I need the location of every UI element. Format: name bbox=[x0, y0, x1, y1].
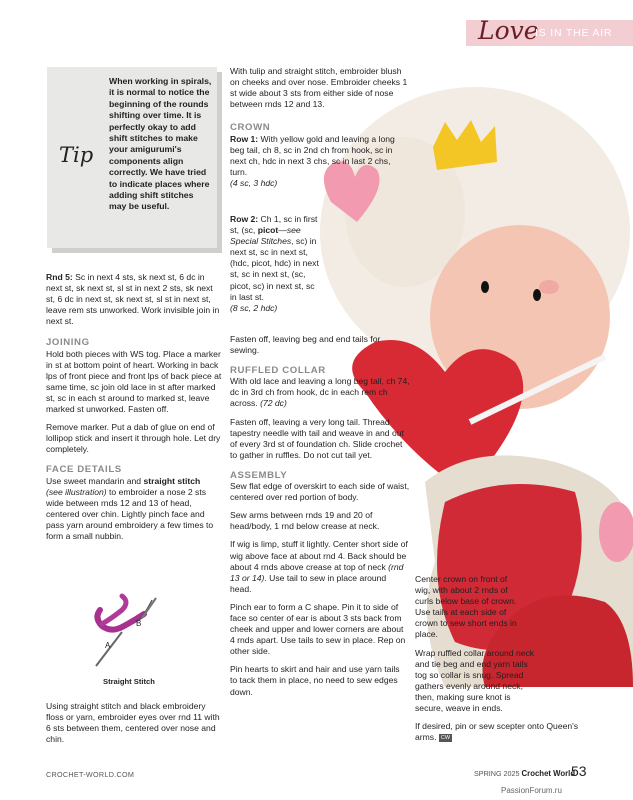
row2-paragraph bbox=[230, 214, 320, 314]
tip-label: Tip bbox=[59, 143, 94, 167]
blush-paragraph: With tulip and straight stitch, embroider blush on cheeks and over nose. Embroider cheeks 1 st wide about 3 sts from either side of nose between rnds 12 and 13. bbox=[230, 66, 408, 110]
crown-placement-paragraph: Center crown on front of wig, with about 2 rnds of curls below base of crown. Use tails at each side of crown to sew short ends in place. bbox=[415, 574, 517, 640]
crown-section bbox=[230, 122, 318, 133]
row2-dash: — bbox=[278, 225, 287, 236]
asm3-text-a: If wig is limp, stuff it lightly. Center short side of wig above face at about rnd 4. Back should be about 4 rnds above crease at top of neck bbox=[230, 539, 408, 572]
column-2 bbox=[230, 66, 408, 110]
face-text-italic: (see illustration) bbox=[46, 486, 107, 497]
row2-count: (8 sc, 2 hdc) bbox=[230, 302, 278, 313]
footer-issue-date: SPRING 2025 bbox=[474, 769, 520, 778]
assembly-paragraph-4: Pinch ear to form a C shape. Pin it to side of face so center of ear is about 3 sts back from cheek and upper and lower corners are about 4 rnds apart. Use tails to sew in place. Rep on other side. bbox=[230, 601, 406, 657]
row2-text-picot: picot bbox=[257, 225, 279, 236]
face-details-paragraph bbox=[46, 476, 222, 543]
joining-heading: JOINING bbox=[46, 337, 90, 349]
row1-label: Row 1: bbox=[230, 134, 259, 144]
row2-text-italic: see Special Stitches bbox=[230, 225, 301, 247]
collar-count: (72 dc) bbox=[260, 398, 287, 409]
collar-text-a: With old lace and leaving a long beg tail, ch 74, dc in 3rd ch from hook, dc in each rem ch across. bbox=[230, 376, 410, 409]
column-3 bbox=[415, 574, 593, 743]
face-text-d: to embroider a nose 2 sts wide between rnds 12 and 13 of head, centered over chin. Lightly pinch face and pass yarn around embroidery a few times to form a small nubbin. bbox=[46, 486, 214, 541]
rnd5-paragraph bbox=[46, 272, 222, 327]
eyes-paragraph: Using straight stitch and black embroidery floss or yarn, embroider eyes over rnd 11 with 6 sts between them, centered over nose and chin. bbox=[46, 701, 220, 745]
assembly-paragraph-3 bbox=[230, 539, 408, 594]
ruffled-collar-heading: RUFFLED COLLAR bbox=[230, 365, 326, 377]
straight-stitch-illustration bbox=[92, 588, 172, 668]
rnd5-text: Sc in next 4 sts, sk next st, 6 dc in next st, sk next st, sl st in next 2 sts, sk next st, 6 dc in next st, sk next st, sl st in next st, leave rem sts unworked. Work invisible join in next st. bbox=[46, 272, 220, 327]
eye-left-shape bbox=[481, 281, 489, 293]
row1-count: (4 sc, 3 hdc) bbox=[230, 178, 278, 189]
page-number: 53 bbox=[571, 763, 587, 779]
column-1 bbox=[46, 272, 222, 542]
scepter-paragraph bbox=[415, 721, 593, 743]
column-2-lower bbox=[230, 334, 410, 698]
joining-paragraph-1: Hold both pieces with WS tog. Place a marker in st at bottom point of heart. Working in back lps of front piece and front lps of back piece at same time, sc join old lace in st after marked st, sc in each st around to marked st, leave marked st unworked. Fasten off. bbox=[46, 348, 222, 415]
face-text-a: Use sweet mandarin and bbox=[46, 475, 144, 486]
row2-label: Row 2: bbox=[230, 214, 259, 224]
diagram-label-a: A bbox=[105, 641, 111, 650]
footer-magazine: Crochet World bbox=[521, 769, 576, 778]
scepter-text: If desired, pin or sew scepter onto Queen's arms. bbox=[415, 721, 579, 743]
crown-heading: CROWN bbox=[230, 122, 271, 133]
asm3-text-c: . Use tail to sew in place around head. bbox=[230, 572, 387, 594]
assembly-paragraph-2: Sew arms between rnds 19 and 20 of head/body, 1 rnd below crease at neck. bbox=[230, 510, 380, 532]
yarn-loop-shape bbox=[102, 596, 126, 624]
footer-issue bbox=[474, 769, 575, 778]
row1-paragraph bbox=[230, 134, 408, 189]
assembly-paragraph-1: Sew flat edge of overskirt to each side of waist, centered over red portion of body. bbox=[230, 481, 410, 503]
diagram-label-b: B bbox=[136, 619, 142, 628]
collar-paragraph-1 bbox=[230, 376, 410, 409]
watermark: PassionForum.ru bbox=[501, 786, 562, 795]
eye-right-shape bbox=[533, 289, 541, 301]
tip-text: When working in spirals, it is normal to notice the beginning of the rounds shifting over time. It is perfectly okay to add shift stitches to make your amigurumi's components align correctly. We have tried to indicate places where adding shift stitches may be useful. bbox=[109, 76, 212, 212]
fasten-off-paragraph: Fasten off, leaving beg and end tails for sewing. bbox=[230, 334, 381, 356]
joining-paragraph-2: Remove marker. Put a dab of glue on end of lollipop stick and insert it through hole. Let dry completely. bbox=[46, 422, 221, 455]
assembly-heading: ASSEMBLY bbox=[230, 469, 288, 481]
crown-row2 bbox=[230, 214, 320, 314]
face-details-heading: FACE DETAILS bbox=[46, 464, 122, 476]
collar-paragraph-2: Fasten off, leaving a very long tail. Thread tapestry needle with tail and weave in and out of every 3rd st of foundation ch. Slide crochet to gather in ruffles. Do not cut tail yet. bbox=[230, 416, 404, 460]
footer-site: CROCHET-WORLD.COM bbox=[46, 770, 135, 779]
asm3-text-italic: (rnd 13 or 14) bbox=[230, 561, 404, 583]
rnd5-label: Rnd 5: bbox=[46, 272, 73, 282]
row1-text: With yellow gold and leaving a long beg tail, ch 8, sc in 2nd ch from hook, sc in next ch, hdc in next 3 chs, sc in last 2 chs, turn. bbox=[230, 134, 395, 178]
diagram-caption: Straight Stitch bbox=[103, 677, 155, 686]
row2-text-a: Ch 1, sc in first st, (sc, bbox=[230, 214, 318, 236]
nose-shape bbox=[539, 280, 559, 294]
end-mark-badge: CW bbox=[440, 734, 451, 741]
crown-row1-top bbox=[230, 134, 408, 189]
assembly-paragraph-5: Pin hearts to skirt and hair and use yarn tails to tack them in place, no need to sew edges down. bbox=[230, 664, 400, 697]
collar-wrap-paragraph: Wrap ruffled collar around neck and tie beg and end yarn tails tog so collar is snug. Spread gathers evenly around neck, then, making sure knot is secure, weave in ends. bbox=[415, 647, 535, 714]
header-title: IS IN THE AIR bbox=[535, 27, 613, 39]
header-love-script: Love bbox=[478, 16, 539, 45]
row2-text-e: , sc) in next st, sc in next st, (hdc, picot, hdc) in next st, sc in next st, (sc, picot, sc) in next st, sc in last st. bbox=[230, 236, 319, 302]
needle-2-shape bbox=[142, 598, 156, 618]
face-text-bold: straight stitch bbox=[143, 475, 201, 486]
